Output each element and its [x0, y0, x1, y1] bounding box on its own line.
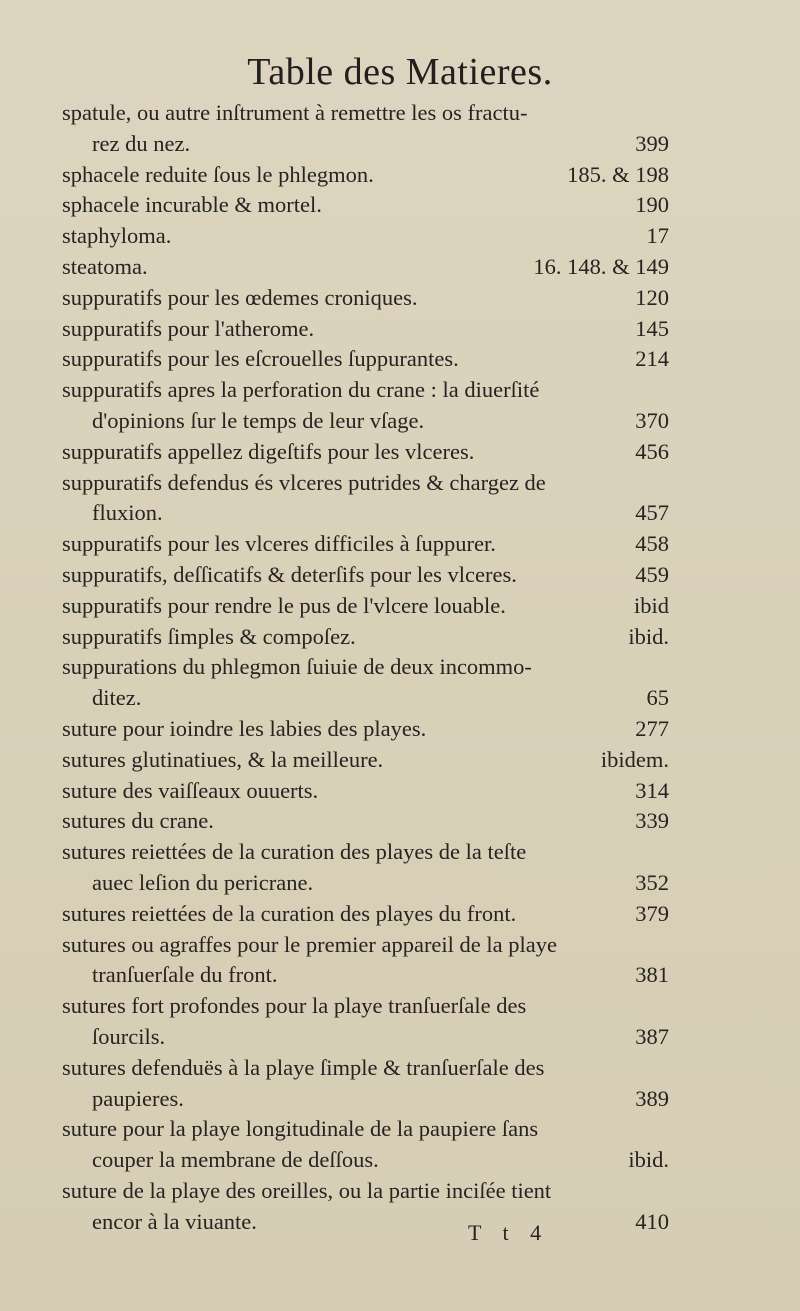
- entry-page-ref: 190: [635, 192, 669, 218]
- index-entry: [62, 1053, 669, 1115]
- entry-text: spatule, ou autre inſtrument à remettre les os fractu-: [62, 100, 528, 125]
- index-entry: [62, 375, 669, 437]
- entry-page-ref: 379: [635, 900, 669, 926]
- entry-text: sutures du crane.: [62, 808, 214, 834]
- index-entry: [62, 714, 669, 745]
- index-entry: [62, 652, 669, 714]
- entry-text-continuation: tranſuerſale du front.: [92, 962, 278, 988]
- entry-text-continuation: auec leſion du pericrane.: [92, 869, 314, 895]
- entry-text: sphacele incurable & mortel.: [62, 192, 322, 218]
- entry-page-ref: 277: [635, 715, 669, 741]
- entry-page-ref: 399: [635, 130, 669, 156]
- entry-page-ref: 459: [635, 561, 669, 587]
- entry-page-ref: 314: [635, 777, 669, 803]
- entry-text-continuation: fluxion.: [92, 500, 163, 526]
- entry-text: suppuratifs pour les œdemes croniques.: [62, 284, 418, 310]
- entry-text: sutures ou agraffes pour le premier appareil de la playe: [62, 931, 557, 957]
- entry-page-ref: 410: [635, 1208, 669, 1234]
- index-entry: [62, 591, 669, 622]
- entry-text: suppuratifs pour rendre le pus de l'vlcere louable.: [62, 592, 506, 618]
- index-entry: [62, 806, 669, 837]
- index-entry: [62, 745, 669, 776]
- entry-text-continuation: ditez.: [92, 685, 142, 711]
- entry-text: suppuratifs pour les eſcrouelles ſuppurantes.: [62, 346, 459, 372]
- index-entry: [62, 98, 669, 160]
- entry-text-continuation: d'opinions ſur le temps de leur vſage.: [92, 407, 425, 433]
- entry-page-ref: 389: [635, 1085, 669, 1111]
- entry-page-ref: 120: [635, 284, 669, 310]
- entry-page-ref: 381: [635, 962, 669, 988]
- entry-text: steatoma.: [62, 253, 148, 279]
- entry-text: suture pour la playe longitudinale de la paupiere ſans: [62, 1116, 539, 1142]
- index-entries: [62, 98, 669, 1237]
- index-entry: [62, 930, 669, 992]
- entry-page-ref: 65: [646, 685, 669, 711]
- entry-text-continuation: encor à la viuante.: [92, 1208, 257, 1234]
- entry-page-ref: 387: [635, 1023, 669, 1049]
- index-entry: [62, 160, 669, 191]
- entry-page-ref: 370: [635, 407, 669, 433]
- entry-page-ref: ibid.: [628, 1147, 669, 1173]
- index-entry: [62, 1114, 669, 1176]
- entry-text: sutures reiettées de la curation des playes du front.: [62, 900, 517, 926]
- entry-page-ref: 456: [635, 438, 669, 464]
- entry-page-ref: 17: [646, 223, 669, 249]
- index-entry: [62, 283, 669, 314]
- signature-mark: T t 4: [468, 1220, 550, 1245]
- index-entry: [62, 468, 669, 530]
- index-entry: [62, 314, 669, 345]
- index-entry: [62, 991, 669, 1053]
- entry-text-continuation: couper la membrane de deſſous.: [92, 1147, 379, 1173]
- entry-text: sutures glutinatiues, & la meilleure.: [62, 746, 384, 772]
- index-entry: [62, 776, 669, 807]
- entry-text-continuation: rez du nez.: [92, 130, 191, 156]
- entry-text: suture des vaiſſeaux ouuerts.: [62, 777, 319, 803]
- entry-text: staphyloma.: [62, 223, 172, 249]
- entry-text: suppuratifs, deſſicatifs & deterſifs pour les vlceres.: [62, 561, 517, 587]
- entry-page-ref: ibid: [633, 592, 669, 618]
- index-entry: [62, 622, 669, 653]
- entry-page-ref: 458: [635, 531, 669, 557]
- index-entry: [62, 344, 669, 375]
- entry-text: suppuratifs pour les vlceres difficiles à ſuppurer.: [62, 531, 496, 557]
- entry-text: suture de la playe des oreilles, ou la partie inciſée tient: [62, 1177, 552, 1203]
- entry-text: suppurations du phlegmon ſuiuie de deux incommo-: [62, 654, 532, 680]
- entry-text: sutures fort profondes pour la playe tranſuerſale des: [62, 993, 527, 1019]
- entry-page-ref: 214: [635, 346, 669, 372]
- entry-text-continuation: paupieres.: [92, 1085, 184, 1111]
- index-entry: [62, 190, 669, 221]
- entry-page-ref: 339: [635, 808, 669, 834]
- page-title: Table des Matieres.: [247, 51, 553, 93]
- entry-page-ref: 145: [635, 315, 669, 341]
- entry-page-ref: ibidem.: [600, 746, 669, 772]
- index-entry: [62, 837, 669, 899]
- index-entry: [62, 529, 669, 560]
- index-entry: [62, 221, 669, 252]
- entry-text: suppuratifs pour l'atherome.: [62, 315, 315, 341]
- index-entry: [62, 1176, 669, 1238]
- entry-text: suppuratifs appellez digeſtifs pour les vlceres.: [62, 438, 475, 464]
- index-entry: [62, 560, 669, 591]
- entry-page-ref: 16. 148. & 149: [533, 253, 669, 279]
- index-entry: [62, 899, 669, 930]
- entry-page-ref: 352: [635, 869, 669, 895]
- entry-page-ref: 185. & 198: [567, 161, 669, 187]
- entry-text: sutures defenduës à la playe ſimple & tranſuerſale des: [62, 1054, 545, 1080]
- entry-text: suppuratifs defendus és vlceres putrides & chargez de: [62, 469, 546, 495]
- entry-text: suppuratifs apres la perforation du crane : la diuerſité: [62, 377, 540, 403]
- entry-text: sutures reiettées de la curation des playes de la teſte: [62, 839, 527, 865]
- index-entry: [62, 252, 669, 283]
- entry-page-ref: 457: [635, 500, 669, 526]
- entry-text: suture pour ioindre les labies des playes.: [62, 715, 427, 741]
- entry-page-ref: ibid.: [628, 623, 669, 649]
- entry-text: sphacele reduite ſous le phlegmon.: [62, 161, 374, 187]
- index-entry: [62, 437, 669, 468]
- entry-text-continuation: ſourcils.: [92, 1023, 166, 1049]
- entry-text: suppuratifs ſimples & compoſez.: [62, 623, 356, 649]
